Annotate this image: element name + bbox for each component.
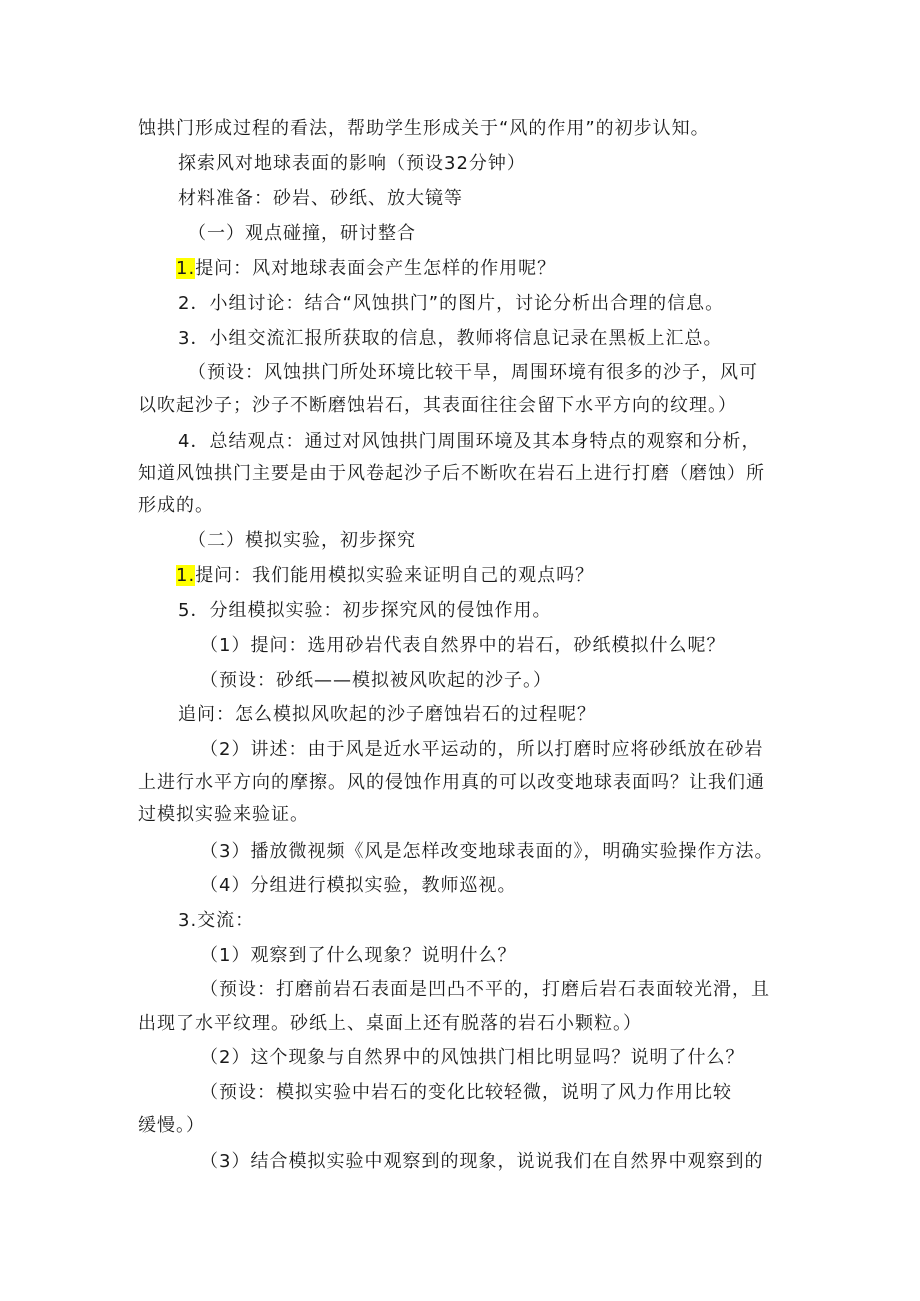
- text-line: 3.交流：: [178, 910, 255, 931]
- text-line: （1）观察到了什么现象？说明什么？: [200, 945, 517, 966]
- highlighted-number: 1.: [176, 258, 196, 279]
- text-line: （预设：打磨前岩石表面是凹凸不平的，打磨后岩石表面较光滑，且: [200, 979, 770, 1000]
- text-line: （预设：模拟实验中岩石的变化比较轻微，说明了风力作用比较: [200, 1082, 732, 1103]
- text-line: 2．小组讨论：结合“风蚀拱门”的图片，讨论分析出合理的信息。: [178, 293, 725, 314]
- highlighted-line: [176, 257, 556, 281]
- text-line: 追问：怎么模拟风吹起的沙子磨蚀岩石的过程呢？: [178, 704, 596, 725]
- text-line: 缓慢。）: [138, 1115, 205, 1136]
- text-line: 以吹起沙子；沙子不断磨蚀岩石，其表面往往会留下水平方向的纹理。）: [138, 395, 737, 416]
- text-line: 材料准备：砂岩、砂纸、放大镜等: [178, 188, 463, 209]
- text-line: 4．总结观点：通过对风蚀拱门周围环境及其本身特点的观察和分析，: [178, 431, 761, 452]
- text-line: 出现了水平纹理。砂纸上、桌面上还有脱落的岩石小颗粒。）: [138, 1013, 642, 1034]
- text-line: 5．分组模拟实验：初步探究风的侵蚀作用。: [178, 600, 552, 621]
- text-line: （1）提问：选用砂岩代表自然界中的岩石，砂纸模拟什么呢？: [200, 635, 726, 656]
- line-text: 提问：我们能用模拟实验来证明自己的观点吗？: [195, 565, 595, 586]
- text-line: 3．小组交流汇报所获取的信息，教师将信息记录在黑板上汇总。: [178, 328, 723, 349]
- text-line: 过模拟实验来验证。: [138, 804, 309, 825]
- text-line: （预设：砂纸——模拟被风吹起的沙子。）: [200, 670, 552, 691]
- text-line: 蚀拱门形成过程的看法，帮助学生形成关于“风的作用”的初步认知。: [138, 118, 710, 139]
- highlighted-line: [176, 564, 594, 588]
- text-line: （4）分组进行模拟实验，教师巡视。: [200, 875, 517, 896]
- text-line: （2）这个现象与自然界中的风蚀拱门相比明显吗？说明了什么？: [200, 1047, 745, 1068]
- text-line: （3）播放微视频《风是怎样改变地球表面的》，明确实验操作方法。: [200, 841, 774, 862]
- subsection-heading: （二）模拟实验，初步探究: [188, 530, 416, 551]
- line-text: 提问：风对地球表面会产生怎样的作用呢？: [195, 258, 557, 279]
- text-line: 知道风蚀拱门主要是由于风卷起沙子后不断吹在岩石上进行打磨（磨蚀）所: [138, 463, 765, 484]
- text-line: 形成的。: [138, 495, 214, 516]
- text-line: 上进行水平方向的摩擦。风的侵蚀作用真的可以改变地球表面吗？让我们通: [138, 772, 765, 793]
- text-line: （3）结合模拟实验中观察到的现象，说说我们在自然界中观察到的: [200, 1151, 764, 1172]
- text-line: （2）讲述：由于风是近水平运动的，所以打磨时应将砂纸放在砂岩: [200, 739, 764, 760]
- subsection-heading: （一）观点碰撞，研讨整合: [188, 223, 416, 244]
- highlighted-number: 1.: [176, 565, 196, 586]
- section-heading: 探索风对地球表面的影响（预设32分钟）: [178, 153, 526, 174]
- text-line: （预设：风蚀拱门所处环境比较干旱，周围环境有很多的沙子，风可: [188, 362, 758, 383]
